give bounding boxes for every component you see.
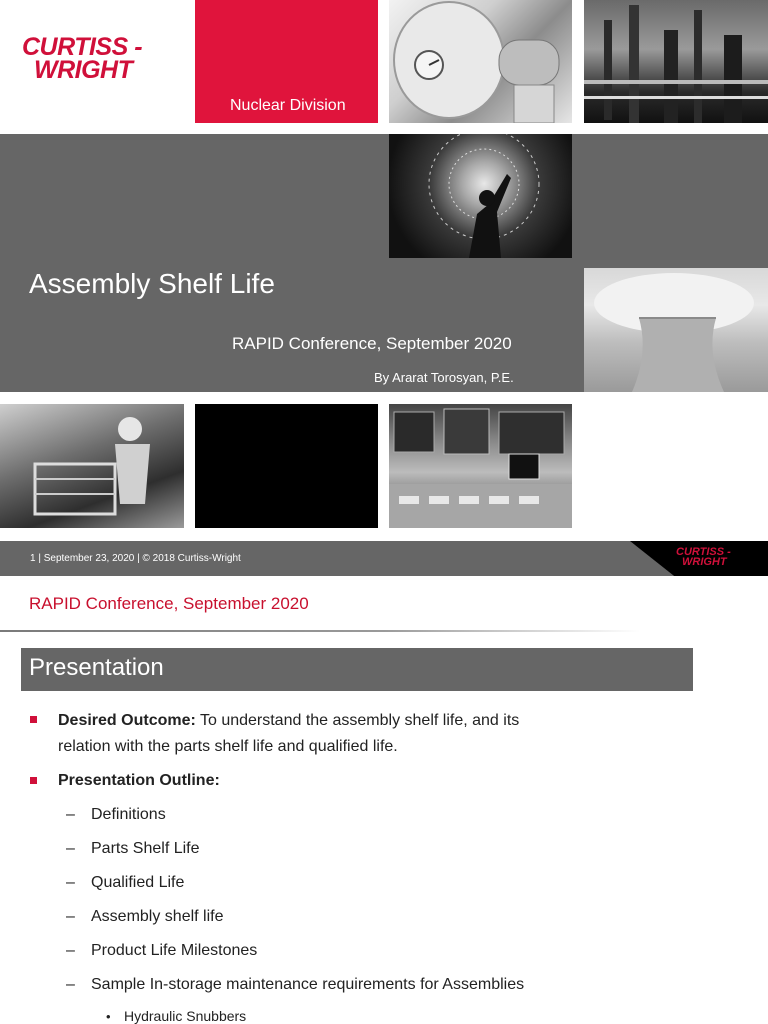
outline-item: Assembly shelf life <box>91 908 224 925</box>
sub-outline-item: Hydraulic Snubbers <box>124 1008 247 1024</box>
footer-text: 1 | September 23, 2020 | © 2018 Curtiss-Wright <box>30 553 241 564</box>
dash-marker: – <box>66 806 75 823</box>
workers-photo <box>0 404 184 528</box>
header-divider <box>0 630 640 632</box>
tunnel-image <box>389 134 572 258</box>
desired-outcome-line1 <box>58 712 519 730</box>
footer-logo-line1: CURTISS - <box>676 546 731 558</box>
division-label: Nuclear Division <box>230 97 346 114</box>
curtiss-wright-logo <box>22 33 167 84</box>
dash-marker: – <box>66 840 75 857</box>
dash-marker: – <box>66 874 75 891</box>
footer-logo <box>676 547 731 567</box>
dash-marker: – <box>66 942 75 959</box>
footer-logo-line2: WRIGHT <box>682 556 727 568</box>
cooling-tower-photo <box>584 268 768 392</box>
bullet-marker <box>30 716 37 723</box>
slide-title: Assembly Shelf Life <box>29 268 275 299</box>
section-title: Presentation <box>29 654 164 681</box>
logo-line1: CURTISS - <box>22 33 143 61</box>
outline-item: Sample In-storage maintenance requirements for Assemblies <box>91 976 525 993</box>
logo-line2: WRIGHT <box>34 56 133 84</box>
dot-marker: • <box>106 1009 111 1024</box>
slide-subtitle: RAPID Conference, September 2020 <box>232 334 512 353</box>
black-photo-placeholder <box>195 404 378 528</box>
slide-author: By Ararat Torosyan, P.E. <box>374 370 514 385</box>
workers-image <box>0 404 184 528</box>
outline-item: Qualified Life <box>91 874 185 891</box>
outline-item: Parts Shelf Life <box>91 840 200 857</box>
control-room-image <box>389 404 572 528</box>
outline-label: Presentation Outline: <box>58 772 220 789</box>
bullet-marker <box>30 777 37 784</box>
refinery-image <box>584 0 768 123</box>
dash-marker: – <box>66 976 75 993</box>
desired-outcome-label: Desired Outcome: <box>58 712 196 729</box>
refinery-photo <box>584 0 768 123</box>
turbine-image <box>389 0 572 123</box>
desired-outcome-text: To understand the assembly shelf life, and its <box>195 712 520 729</box>
control-room-photo <box>389 404 572 528</box>
outline-item: Product Life Milestones <box>91 942 258 959</box>
outline-item: Definitions <box>91 806 166 823</box>
section-bar <box>21 648 693 691</box>
cooling-tower-image <box>584 268 768 392</box>
outline-heading <box>58 772 220 790</box>
turbine-photo <box>389 0 572 123</box>
tunnel-worker-photo <box>389 134 572 258</box>
desired-outcome-line2: relation with the parts shelf life and qualified life. <box>58 738 398 755</box>
dash-marker: – <box>66 908 75 925</box>
slide2-header: RAPID Conference, September 2020 <box>29 594 309 613</box>
division-block <box>195 0 378 123</box>
